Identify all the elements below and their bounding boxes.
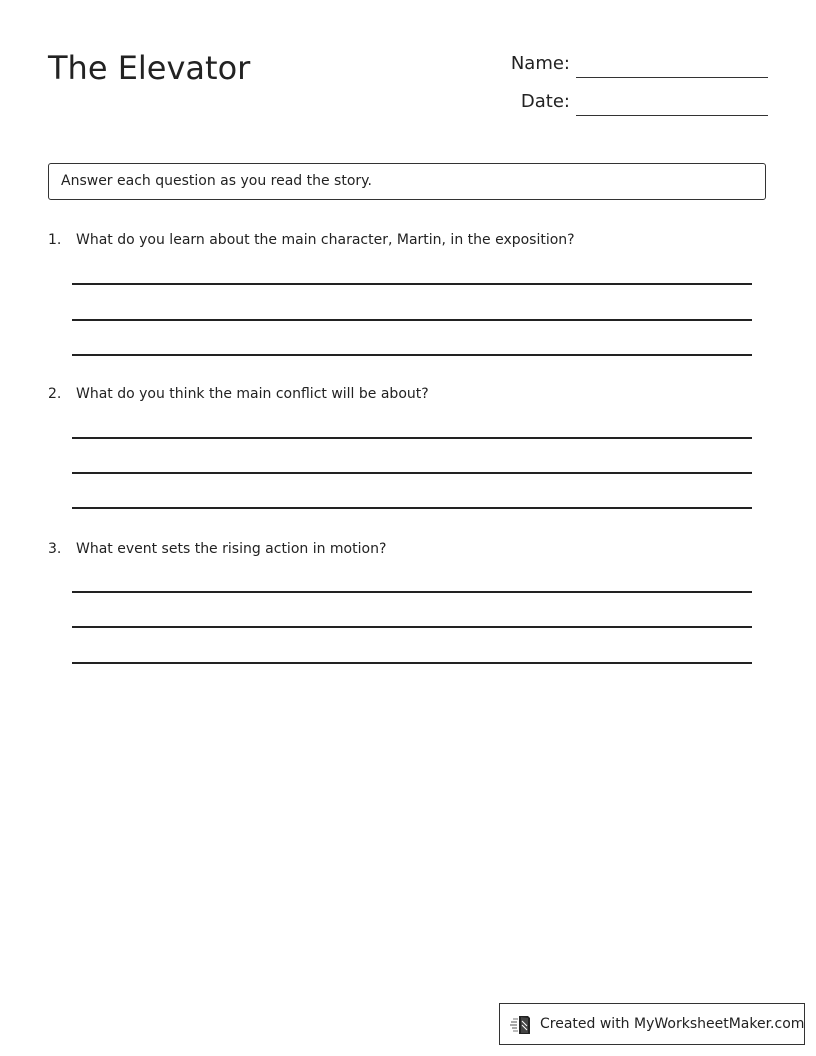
answer-line[interactable] [72,662,752,664]
name-label: Name: [510,53,570,74]
question-number: 1. [48,232,62,248]
answer-line[interactable] [72,626,752,628]
instructions-text: Answer each question as you read the story. [61,173,372,189]
question-number: 2. [48,386,62,402]
instructions-box [48,163,766,200]
question-number: 3. [48,541,62,557]
worksheet-logo-icon [510,1014,534,1036]
question-text: What do you think the main conflict will be about? [76,386,429,402]
answer-line[interactable] [72,283,752,285]
name-input-line[interactable] [576,77,768,78]
date-label: Date: [520,91,570,112]
answer-line[interactable] [72,319,752,321]
date-field[interactable] [470,86,768,116]
answer-line[interactable] [72,354,752,356]
answer-line[interactable] [72,437,752,439]
date-input-line[interactable] [576,115,768,116]
created-with-badge[interactable] [499,1003,805,1045]
answer-line[interactable] [72,507,752,509]
worksheet-title: The Elevator [48,49,251,87]
answer-line[interactable] [72,472,752,474]
badge-text: Created with MyWorksheetMaker.com [540,1016,805,1032]
question-text: What do you learn about the main character, Martin, in the exposition? [76,232,575,248]
answer-line[interactable] [72,591,752,593]
question-text: What event sets the rising action in motion? [76,541,387,557]
name-field[interactable] [470,48,768,78]
